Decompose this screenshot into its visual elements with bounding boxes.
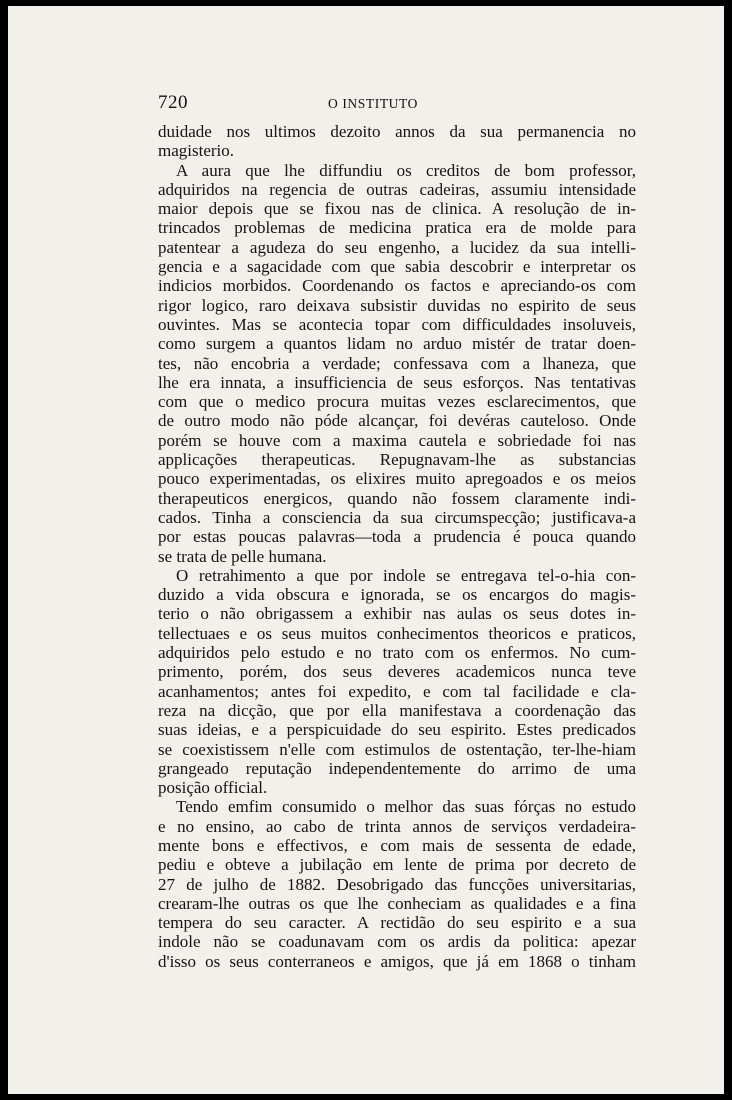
text-line: A aura que lhe diffundiu os creditos de bom professor, bbox=[176, 160, 636, 180]
text-line: tempera do seu caracter. A rectidão do seu espirito e a sua bbox=[158, 913, 636, 933]
text-line: 27 de julho de 1882. Desobrigado das funcções universitarias, bbox=[158, 874, 636, 894]
text-line: adquiridos na regencia de outras cadeiras, assumiu intensidade bbox=[158, 179, 636, 199]
text-line: acanhamentos; antes foi expedito, e com tal facilidade e cla- bbox=[158, 681, 636, 701]
text-line: suas ideias, e a perspicuidade do seu espirito. Estes predicados bbox=[158, 720, 636, 740]
text-line: tellectuaes e os seus muitos conhecimentos theoricos e praticos, bbox=[158, 623, 636, 643]
text-line: duidade nos ultimos dezoito annos da sua permanencia no bbox=[158, 122, 636, 141]
text-line: se trata de pelle humana. bbox=[158, 546, 327, 566]
text-line: gencia e a sagacidade com que sabia descobrir e interpretar os bbox=[158, 257, 636, 277]
page-number: 720 bbox=[158, 92, 188, 113]
document-page bbox=[8, 6, 724, 1094]
text-line: indicios morbidos. Coordenando os factos e apreciando-os com bbox=[158, 276, 636, 296]
text-line: trincados problemas de medicina pratica era de molde para bbox=[158, 218, 636, 238]
text-line: indole não se coadunavam com os ardis da politica: apezar bbox=[158, 932, 636, 952]
text-line: d'isso os seus conterraneos e amigos, que já em 1868 o tinham bbox=[158, 951, 636, 971]
text-line: patentear a agudeza do seu engenho, a lucidez da sua intelli- bbox=[158, 237, 636, 257]
text-line: terio o não obrigassem a exhibir nas aulas os seus dotes in- bbox=[158, 604, 636, 624]
text-line: como surgem a quantos lidam no arduo mistér de tratar doen- bbox=[158, 334, 636, 354]
text-line: porém se houve com a maxima cautela e sobriedade foi nas bbox=[158, 430, 636, 450]
text-line: magisterio. bbox=[158, 141, 235, 161]
text-line: ouvintes. Mas se acontecia topar com difficuldades insoluveis, bbox=[158, 314, 636, 334]
text-line: mente bons e effectivos, e com mais de sessenta de edade, bbox=[158, 835, 636, 855]
text-line: pouco experimentadas, os elixires muito apregoados e os meios bbox=[158, 469, 636, 489]
text-line: rigor logico, raro deixava subsistir duvidas no espirito de seus bbox=[158, 295, 636, 315]
body-text bbox=[158, 122, 636, 971]
text-line: grangeado reputação independentemente do arrimo de uma bbox=[158, 758, 636, 778]
text-line: tes, não encobria a verdade; confessava com a lhaneza, que bbox=[158, 353, 636, 373]
text-line: duzido a vida obscura e ignorada, se os encargos do magis- bbox=[158, 585, 636, 605]
text-line: crearam-lhe outras os que lhe conheciam as qualidades e a fina bbox=[158, 893, 636, 913]
paragraph bbox=[158, 566, 636, 798]
text-line: e no ensino, ao cabo de trinta annos de serviços verdadeira- bbox=[158, 816, 636, 836]
text-line: de outro modo não póde alcançar, foi devéras cauteloso. Onde bbox=[158, 411, 636, 431]
running-title: O INSTITUTO bbox=[328, 96, 418, 111]
page-header bbox=[158, 92, 636, 118]
text-line: com que o medico procura muitas vezes esclarecimentos, que bbox=[158, 392, 636, 412]
text-line: applicações therapeuticas. Repugnavam-lhe as substancias bbox=[158, 450, 636, 470]
text-line: reza na dicção, que por ella manifestava a coordenação das bbox=[158, 700, 636, 720]
paragraph bbox=[158, 797, 636, 971]
text-line: cados. Tinha a consciencia da sua circumspecção; justificava-a bbox=[158, 507, 636, 527]
text-line: adquiridos pelo estudo e no trato com os enfermos. No cum- bbox=[158, 643, 636, 663]
text-line: therapeuticos energicos, quando não fossem claramente indi- bbox=[158, 488, 636, 508]
text-line: O retrahimento a que por indole se entregava tel-o-hia con- bbox=[176, 565, 636, 585]
text-line: posição official. bbox=[158, 778, 268, 798]
paragraph bbox=[158, 122, 636, 161]
text-line: lhe era innata, a insufficiencia de seus esforços. Nas tentativas bbox=[158, 372, 636, 392]
text-line: primento, porém, dos seus deveres academicos nunca teve bbox=[158, 662, 636, 682]
paragraph bbox=[158, 161, 636, 566]
text-line: pediu e obteve a jubilação em lente de prima por decreto de bbox=[158, 855, 636, 875]
text-line: maior depois que se fixou nas de clinica. A resolução de in- bbox=[158, 199, 636, 219]
text-line: por estas poucas palavras—toda a prudencia é pouca quando bbox=[158, 527, 636, 547]
text-line: Tendo emfim consumido o melhor das suas fórças no estudo bbox=[176, 797, 636, 817]
text-line: se coexistissem n'elle com estimulos de ostentação, ter-lhe-hiam bbox=[158, 739, 636, 759]
